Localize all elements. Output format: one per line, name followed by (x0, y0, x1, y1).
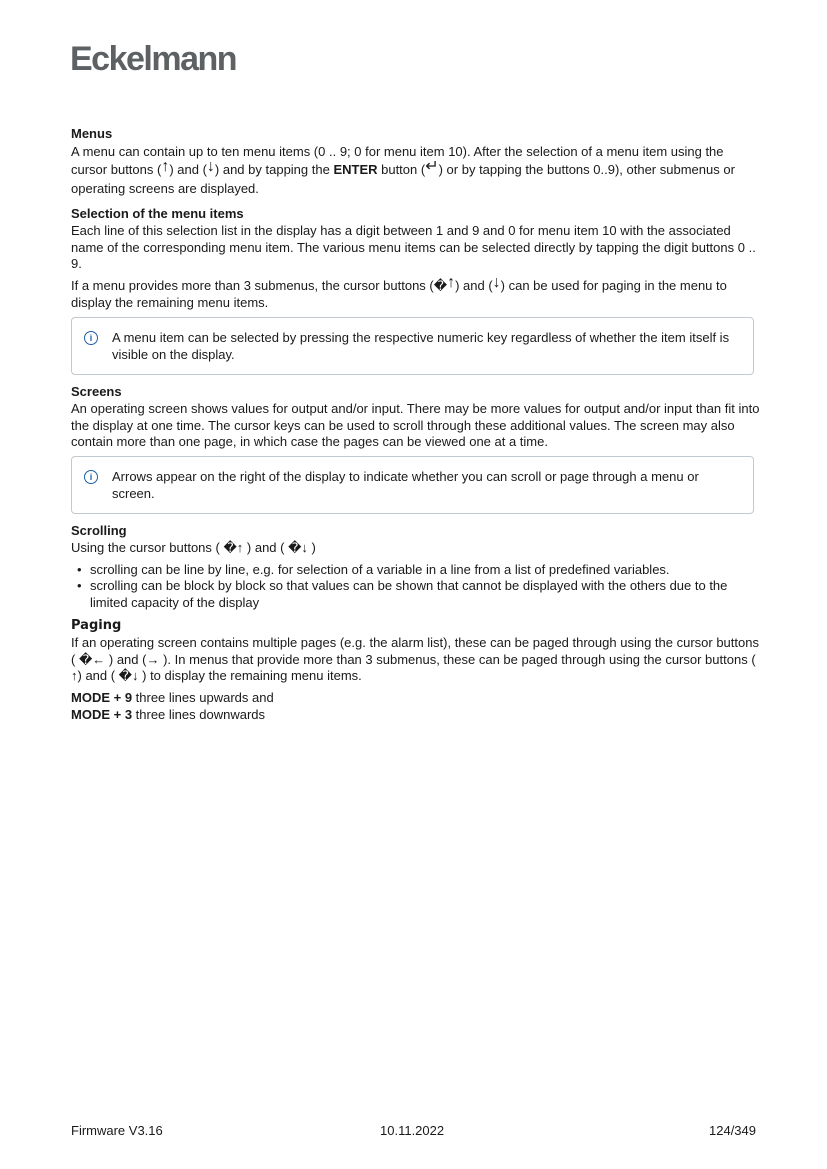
list-item: • scrolling can be line by line, e.g. for selection of a variable in a line from a list of predefined variables. (90, 562, 761, 579)
enter-icon: ↵ (425, 158, 439, 176)
heading-menus: Menus (71, 126, 113, 141)
mode-9-line: MODE + 9 three lines upwards and (71, 690, 274, 706)
arrow-down-icon: ↓ (206, 158, 215, 176)
paging-paragraph: If an operating screen contains multiple pages (e.g. the alarm list), these can be paged through using the cursor buttons ( �← ) and (→ ). In menus that provide more than 3 submenus, these can be paged through using the cursor buttons ( ↑) and ( �↓ ) to display the remaining menu items. (71, 634, 759, 684)
section-selection (71, 206, 761, 312)
footer-page-number: 124/349 (709, 1123, 756, 1138)
note-text: Arrows appear on the right of the display to indicate whether you can scroll or page through a menu or screen. (112, 469, 699, 501)
section-scrolling (71, 523, 761, 612)
heading-scrolling: Scrolling (71, 523, 127, 538)
section-paging (71, 618, 761, 724)
scrolling-paragraph: Using the cursor buttons ( �↑ ) and ( �↓ ) (71, 539, 316, 555)
arrow-down-icon: ↓ (492, 274, 501, 292)
arrow-up-icon: ↑ (161, 158, 170, 176)
scrolling-list (71, 562, 761, 612)
footer-date: 10.11.2022 (380, 1123, 445, 1138)
list-item: • scrolling can be block by block so that values can be shown that cannot be displayed with the others due to the limited capacity of the display (90, 578, 761, 612)
info-icon: i (84, 470, 98, 484)
heading-screens: Screens (71, 384, 122, 399)
eckelmann-logo: Eckelmann (70, 40, 237, 78)
note-text: A menu item can be selected by pressing the respective numeric key regardless of whether the item itself is visible on the display. (112, 330, 730, 362)
screens-paragraph: An operating screen shows values for output and/or input. There may be more values for output and/or input than fit into the display at one time. The cursor keys can be used to scroll through these additional values. The screen may also contain more than one page, in which case the pages can be viewed one at a time. (71, 400, 760, 450)
info-note-1 (71, 317, 754, 375)
info-note-2 (71, 456, 754, 514)
selection-paragraph-1: Each line of this selection list in the display has a digit between 1 and 9 and 0 for menu item 10 with the associated name of the corresponding menu item. The various menu items can be selected directly by tapping the digit buttons 0 .. 9. (71, 222, 756, 272)
menus-paragraph: A menu can contain up to ten menu items (0 .. 9; 0 for menu item 10). After the selection of a menu item using the cursor buttons (↑) and (↓) and by tapping the ENTER button (↵) or by tapping the buttons 0..9), other submenus or operating screens are displayed. (71, 143, 735, 196)
heading-selection: Selection of the menu items (71, 206, 244, 221)
footer-firmware: Firmware V3.16 (71, 1123, 163, 1138)
mode-3-line: MODE + 3 three lines downwards (71, 706, 266, 722)
section-screens (71, 384, 761, 451)
arrow-up-icon: ↑ (447, 274, 456, 292)
info-icon: i (84, 331, 98, 345)
section-menus (71, 126, 761, 198)
heading-paging: Paging (71, 618, 122, 633)
selection-paragraph-2: If a menu provides more than 3 submenus, the cursor buttons (�↑) and (↓) can be used for paging in the menu to display the remaining menu items. (71, 274, 727, 310)
